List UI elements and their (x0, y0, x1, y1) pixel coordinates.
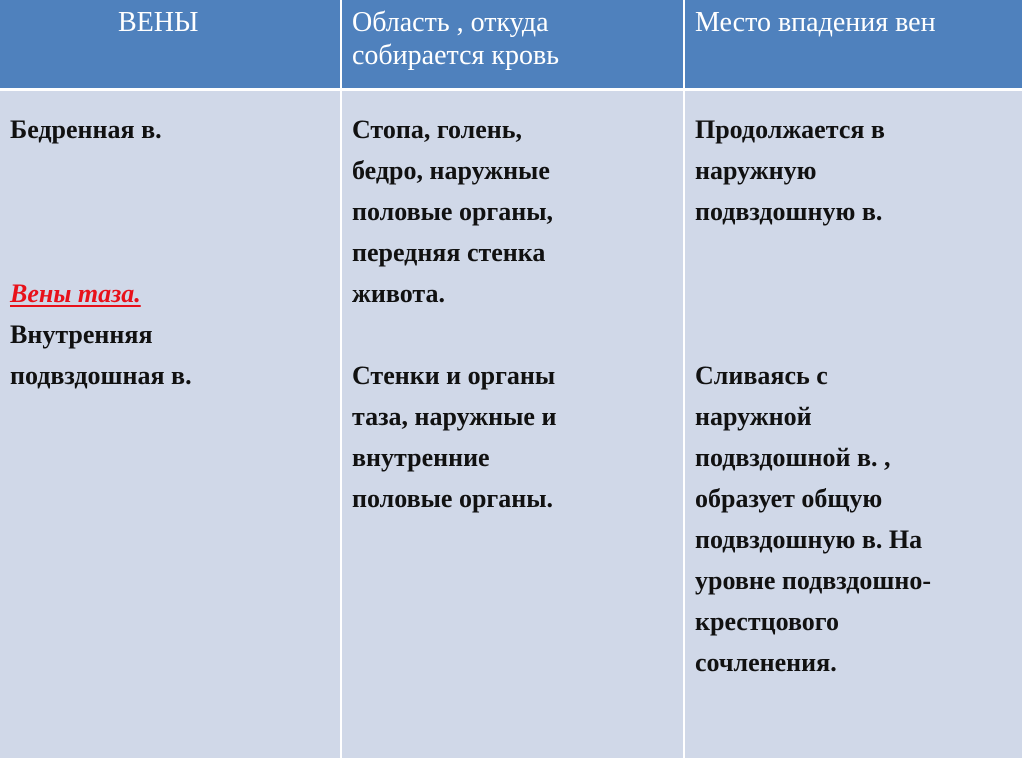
pelvic-veins-heading: Вены таза. (10, 278, 141, 308)
internal-iliac-drain-line-1: Сливаясь с (695, 360, 828, 390)
spacer (10, 232, 330, 273)
femoral-drain-line-2: наружную (695, 155, 817, 185)
internal-iliac-drain-line-4: образует общую (695, 483, 883, 513)
femoral-area-line-1: Стопа, голень, (352, 114, 523, 144)
internal-iliac-area-line-3: внутренние (352, 442, 490, 472)
drainage-area-cell (341, 89, 684, 758)
internal-iliac-area-line-2: таза, наружные и (352, 401, 557, 431)
femoral-drain-line-3: подвздошную в. (695, 196, 883, 226)
veins-cell (0, 89, 341, 758)
spacer (10, 150, 330, 232)
femoral-area-line-3: половые органы, (352, 196, 554, 226)
header-veins: ВЕНЫ (0, 0, 341, 89)
header-drainage-area-line-2: собирается кровь (352, 40, 559, 71)
header-drainage-area (341, 0, 684, 89)
femoral-vein-label: Бедренная в. (10, 114, 162, 144)
confluence-site-cell (684, 89, 1022, 758)
internal-iliac-area-line-1: Стенки и органы (352, 360, 556, 390)
header-drainage-area-line-1: Область , откуда (352, 7, 549, 38)
internal-iliac-drain-line-5: подвздошную в. На (695, 524, 923, 554)
spacer (695, 314, 1012, 355)
internal-iliac-label-line-2: подвздошная в. (10, 360, 192, 390)
internal-iliac-drain-line-2: наружной (695, 401, 812, 431)
header-confluence-site: Место впадения вен (684, 0, 1022, 89)
internal-iliac-drain-line-3: подвздошной в. , (695, 442, 891, 472)
body-row (0, 89, 1022, 758)
femoral-area-line-4: передняя стенка (352, 237, 546, 267)
internal-iliac-area-line-4: половые органы. (352, 483, 554, 513)
internal-iliac-drain-line-6: уровне подвздошно- (695, 565, 932, 595)
header-row (0, 0, 1022, 89)
spacer (352, 314, 673, 355)
spacer (695, 232, 1012, 314)
internal-iliac-drain-line-7: крестцового (695, 606, 839, 636)
internal-iliac-drain-line-8: сочленения. (695, 647, 837, 677)
femoral-area-line-2: бедро, наружные (352, 155, 550, 185)
femoral-drain-line-1: Продолжается в (695, 114, 885, 144)
femoral-area-line-5: живота. (352, 278, 445, 308)
internal-iliac-label-line-1: Внутренняя (10, 319, 153, 349)
